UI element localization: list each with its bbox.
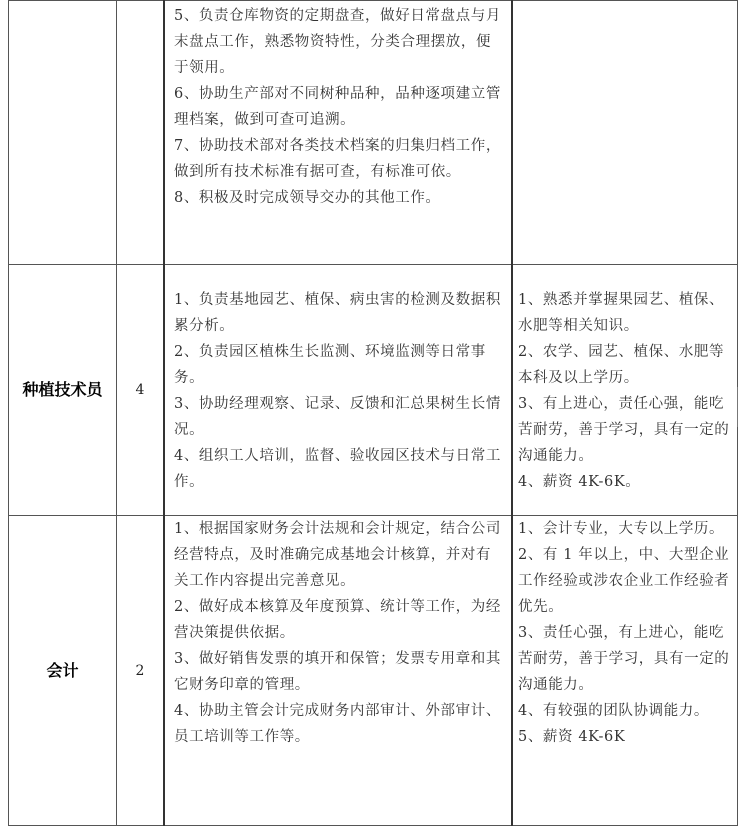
- requirement-item: 4、薪资 4K-6K。: [518, 474, 641, 490]
- duties-cell: [164, 265, 512, 516]
- duty-item: 4、协助主管会计完成财务内部审计、外部审计、员工培训等工作等。: [174, 703, 501, 745]
- duty-item: 2、做好成本核算及年度预算、统计等工作，为经营决策提供依据。: [174, 599, 501, 641]
- job-table: [8, 0, 738, 826]
- duty-item: 7、协助技术部对各类技术档案的归集归档工作，做到所有技术标准有据可查，有标准可依。: [174, 138, 501, 180]
- requirement-item: 2、农学、园艺、植保、水肥等本科及以上学历。: [518, 344, 725, 386]
- count-cell: 2: [117, 516, 165, 826]
- requirement-item: 2、有 1 年以上，中、大型企业工作经验或涉农企业工作经验者优先。: [518, 547, 730, 615]
- role-cell: 会计: [9, 516, 117, 826]
- role-label: 种植技术员: [22, 380, 103, 399]
- duty-item: 4、组织工人培训，监督、验收园区技术与日常工作。: [174, 448, 501, 490]
- requirement-item: 1、会计专业，大专以上学历。: [518, 521, 725, 537]
- duty-item: 1、根据国家财务会计法规和会计规定，结合公司经营特点，及时准确完成基地会计核算，并对有关工作内容提出完善意见。: [174, 521, 501, 589]
- requirement-item: 1、熟悉并掌握果园艺、植保、水肥等相关知识。: [518, 292, 725, 334]
- role-cell: [9, 1, 117, 265]
- duty-item: 6、协助生产部对不同树种品种，品种逐项建立管理档案，做到可查可追溯。: [174, 86, 501, 128]
- duty-item: 5、负责仓库物资的定期盘查，做好日常盘点与月末盘点工作，熟悉物资特性，分类合理摆放，便于领用。: [174, 8, 501, 76]
- duties-cell: [164, 516, 512, 826]
- duty-item: 2、负责园区植株生长监测、环境监测等日常事务。: [174, 344, 486, 386]
- duty-item: 1、负责基地园艺、植保、病虫害的检测及数据积累分析。: [174, 292, 501, 334]
- role-cell: [9, 265, 117, 516]
- duty-item: 8、积极及时完成领导交办的其他工作。: [174, 190, 441, 206]
- table-row: [9, 1, 738, 265]
- duty-item: 3、协助经理观察、记录、反馈和汇总果树生长情况。: [174, 396, 501, 438]
- requirement-item: 3、有上进心，责任心强，能吃苦耐劳，善于学习，具有一定的沟通能力。: [518, 396, 730, 464]
- table-row: [9, 265, 738, 516]
- requirements-cell: [512, 265, 738, 516]
- requirement-item: 4、有较强的团队协调能力。: [518, 703, 710, 719]
- requirements-cell: [512, 516, 738, 826]
- requirements-cell: [512, 1, 738, 265]
- requirement-item: 3、责任心强，有上进心，能吃苦耐劳，善于学习，具有一定的沟通能力。: [518, 625, 730, 693]
- count-cell: [117, 1, 165, 265]
- count-cell: 4: [117, 265, 165, 516]
- duty-item: 3、做好销售发票的填开和保管；发票专用章和其它财务印章的管理。: [174, 651, 501, 693]
- table-row: [9, 516, 738, 826]
- requirement-item: 5、薪资 4K-6K: [518, 729, 626, 745]
- duties-cell: [164, 1, 512, 265]
